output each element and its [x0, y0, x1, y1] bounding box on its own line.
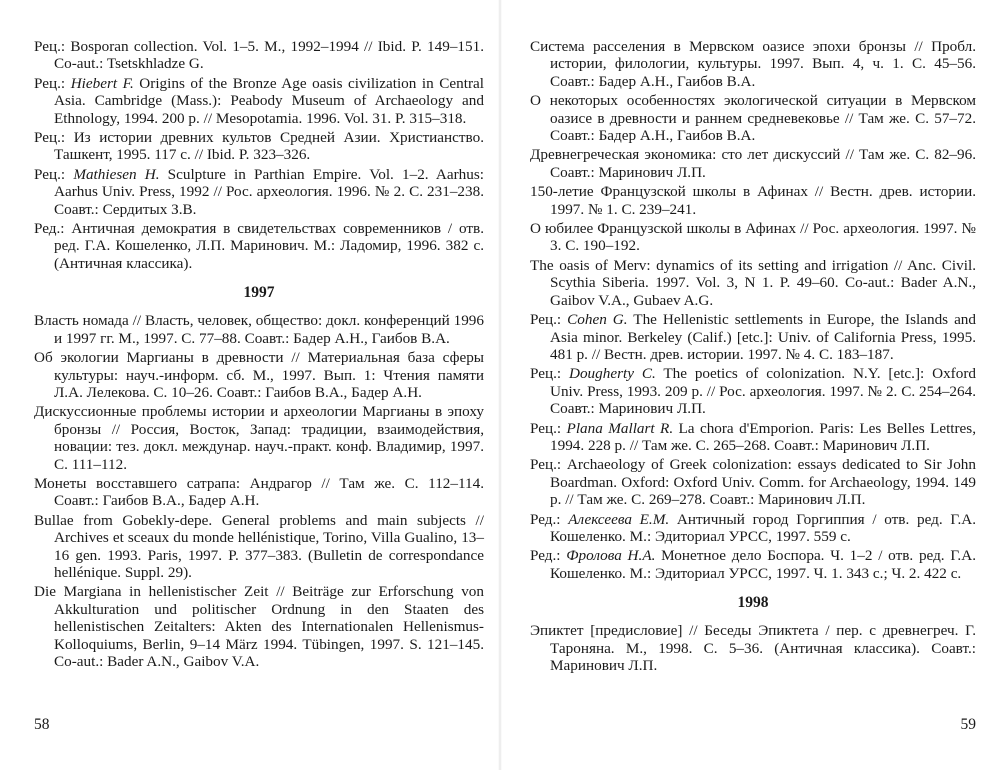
right-entries-after — [530, 622, 976, 674]
bibliography-entry — [530, 511, 976, 546]
entry-prefix: Рец.: — [530, 419, 567, 437]
entry-text: Система расселения в Мервском оазисе эпохи бронзы // Пробл. истории, филологии, культуры. 1997. Вып. 4, ч. 1. С. 45–56. Соавт.: Бадер А.Н., Гаибов В.А. — [530, 38, 976, 90]
entry-text: The Hellenistic settlements in Europe, the Islands and Asia minor. Berkeley (Calif.) [etc.]: Univ. of California Press, 1995. 481 p. // Вестн. древ. истории. 1997. № 4. С. 183–187. — [550, 311, 976, 363]
bibliography-entry — [34, 475, 484, 510]
bibliography-entry — [530, 183, 976, 218]
entry-text: Рец.: Archaeology of Greek colonization: essays dedicated to Sir John Boardman. Oxford: Oxford Univ. Comm. for Archaeology, 1994. 149 p. // Там же. С. 269–278. Соавт.: Маринович Л.П. — [530, 456, 976, 509]
page-number: 59 — [960, 716, 976, 733]
entry-prefix: Рец.: — [34, 74, 71, 92]
bibliography-entry — [530, 38, 976, 90]
entry-prefix: Ред.: — [530, 510, 569, 528]
bibliography-entry — [530, 220, 976, 255]
bibliography-entry — [34, 38, 484, 73]
bibliography-entry — [34, 75, 484, 127]
bibliography-entry — [530, 456, 976, 508]
entry-author: Фролова Н.А. — [566, 547, 656, 565]
entry-text: О юбилее Французской школы в Афинах // Рос. археология. 1997. № 3. С. 190–192. — [530, 220, 976, 255]
bibliography-entry — [34, 166, 484, 218]
entry-text: The poetics of colonization. N.Y. [etc.]: Oxford Univ. Press, 1993. 209 p. // Рос. археология. 1997. № 2. С. 254–264. Соавт.: Маринович Л.П. — [550, 365, 976, 418]
bibliography-entry — [34, 512, 484, 582]
entry-text: Древнегреческая экономика: сто лет дискуссий // Там же. С. 82–96. Соавт.: Маринович Л.П. — [530, 146, 976, 181]
bibliography-entry — [530, 311, 976, 363]
bibliography-entry — [34, 220, 484, 272]
entry-text: Монетное дело Боспора. Ч. 1–2 / отв. ред. Г.А. Кошеленко. М.: Эдиториал УРСС, 1997. Ч. 1. 343 с.; Ч. 2. 422 с. — [550, 547, 976, 582]
bibliography-entry — [530, 146, 976, 181]
entry-text: Об экологии Маргианы в древности // Материальная база сферы культуры: науч.-информ. сб. М., 1997. Вып. 1: Чтения памяти Л.А. Лелекова. С. 10–26. Соавт.: Гаибов В.А., Бадер А.Н. — [34, 349, 484, 401]
entry-text: Рец.: Bosporan collection. Vol. 1–5. M., 1992–1994 // Ibid. P. 149–151. Co-aut.: Tsetskhladze G. — [34, 38, 484, 73]
year-heading: 1998 — [737, 594, 769, 612]
left-entries-after — [34, 312, 484, 670]
entry-text: Монеты восставшего сатрапа: Андрагор // Там же. С. 112–114. Соавт.: Гаибов В.А., Бадер А.Н. — [34, 474, 484, 510]
page-number: 58 — [34, 716, 50, 733]
bibliography-entry — [530, 622, 976, 674]
entry-author: Алексеева Е.М. — [568, 510, 670, 528]
left-entries-before — [34, 38, 484, 272]
entry-author: Plana Mallart R. — [566, 419, 674, 437]
entry-text: Власть номада // Власть, человек, общество: докл. конференций 1996 и 1997 гг. М., 1997. С. 77–88. Соавт.: Бадер А.Н., Гаибов В.А. — [34, 312, 484, 347]
entry-text: Die Margiana in hellenistischer Zeit // Beiträge zur Erforschung von Akkulturation und politischer Ordnung in den Staaten des hellenistischen Zeitalters: Akten des Internationalen Hellenismus-Kolloquiums, Berlin, 9–14 März 1994. Tübingen, 1997. S. 121–145. Co-aut.: Bader A.N., Gaibov V.A. — [34, 583, 484, 670]
entry-author: Dougherty C. — [569, 365, 656, 383]
bibliography-entry — [34, 403, 484, 473]
entry-prefix: Рец.: — [530, 311, 568, 329]
bibliography-entry — [34, 583, 484, 670]
bibliography-entry — [530, 420, 976, 455]
entry-text: La chora d'Emporion. Paris: Les Belles Lettres, 1994. 228 p. // Там же. С. 265–268. Соавт.: Маринович Л.П. — [550, 419, 977, 454]
entry-text: Ред.: Античная демократия в свидетельствах современников / отв. ред. Г.А. Кошеленко, Л.П. Маринович. М.: Ладомир, 1996. 382 с. (Античная классика). — [34, 220, 484, 272]
entry-author: Cohen G. — [567, 311, 628, 329]
entry-text: Эпиктет [предисловие] // Беседы Эпиктета / пер. с древнегреч. Г. Тароняна. М., 1998. С. 5–36. (Античная классика). Соавт.: Маринович Л.П. — [530, 622, 976, 674]
bibliography-entry — [530, 365, 976, 417]
bibliography-entry — [34, 349, 484, 401]
bibliography-entry — [530, 547, 976, 582]
entry-text: The oasis of Merv: dynamics of its setting and irrigation // Anc. Civil. Scythia Siberia. 1997. Vol. 3, N 1. P. 49–60. Co-aut.: Bader A.N., Gaibov V.A., Gubaev A.G. — [530, 256, 976, 309]
bibliography-entry — [34, 312, 484, 347]
entry-author: Hiebert F. — [70, 74, 134, 92]
bibliography-entry — [530, 92, 976, 144]
entry-author: Mathiesen H. — [73, 165, 160, 183]
entry-text: 150-летие Французской школы в Афинах // Вестн. древ. истории. 1997. № 1. С. 239–241. — [530, 183, 976, 218]
right-page — [500, 0, 1000, 770]
entry-text: Дискуссионные проблемы истории и археологии Маргианы в эпоху бронзы // Россия, Восток, Запад: традиции, взаимодействия, новации: тез. докл. междунар. науч.-практ. конф. Владимир, 1997. С. 111–112. — [34, 403, 484, 473]
bibliography-entry — [530, 257, 976, 309]
entry-prefix: Рец.: — [34, 165, 74, 183]
entry-text: Origins of the Bronze Age oasis civilization in Central Asia. Cambridge (Mass.): Peabody Museum of Archaeology and Ethnology, 1994. 200 p. // Mesopotamia. 1996. Vol. 31. P. 315–318. — [54, 74, 484, 127]
entry-text: Sculpture in Parthian Empire. Vol. 1–2. Aarhus: Aarhus Univ. Press, 1992 // Рос. археология. 1996. № 2. С. 231–238. Соавт.: Сердитых З.В. — [54, 165, 484, 218]
entry-prefix: Ред.: — [530, 547, 567, 565]
bibliography-entry — [34, 129, 484, 164]
entry-text: Bullae from Gobekly-depe. General problems and main subjects // Archives et sceaux du monde hellénistique, Torino, Villa Gualino, 13–16 gen. 1993. Paris, 1997. P. 377–383. (Bulletin de correspondance hellénique. Suppl. 29). — [34, 511, 484, 581]
right-entries-before — [530, 38, 976, 582]
entry-prefix: Рец.: — [530, 365, 569, 383]
entry-text: О некоторых особенностях экологической ситуации в Мервском оазисе в древности и раннем средневековье // Там же. С. 57–72. Соавт.: Бадер А.Н., Гаибов В.А. — [530, 92, 976, 145]
year-heading: 1997 — [243, 284, 275, 302]
entry-text: Рец.: Из истории древних культов Средней Азии. Христианство. Ташкент, 1995. 117 c. // Ibid. P. 323–326. — [34, 129, 484, 164]
entry-text: Античный город Горгиппия / отв. ред. Г.А. Кошеленко. М.: Эдиториал УРСС, 1997. 559 с. — [550, 510, 977, 545]
